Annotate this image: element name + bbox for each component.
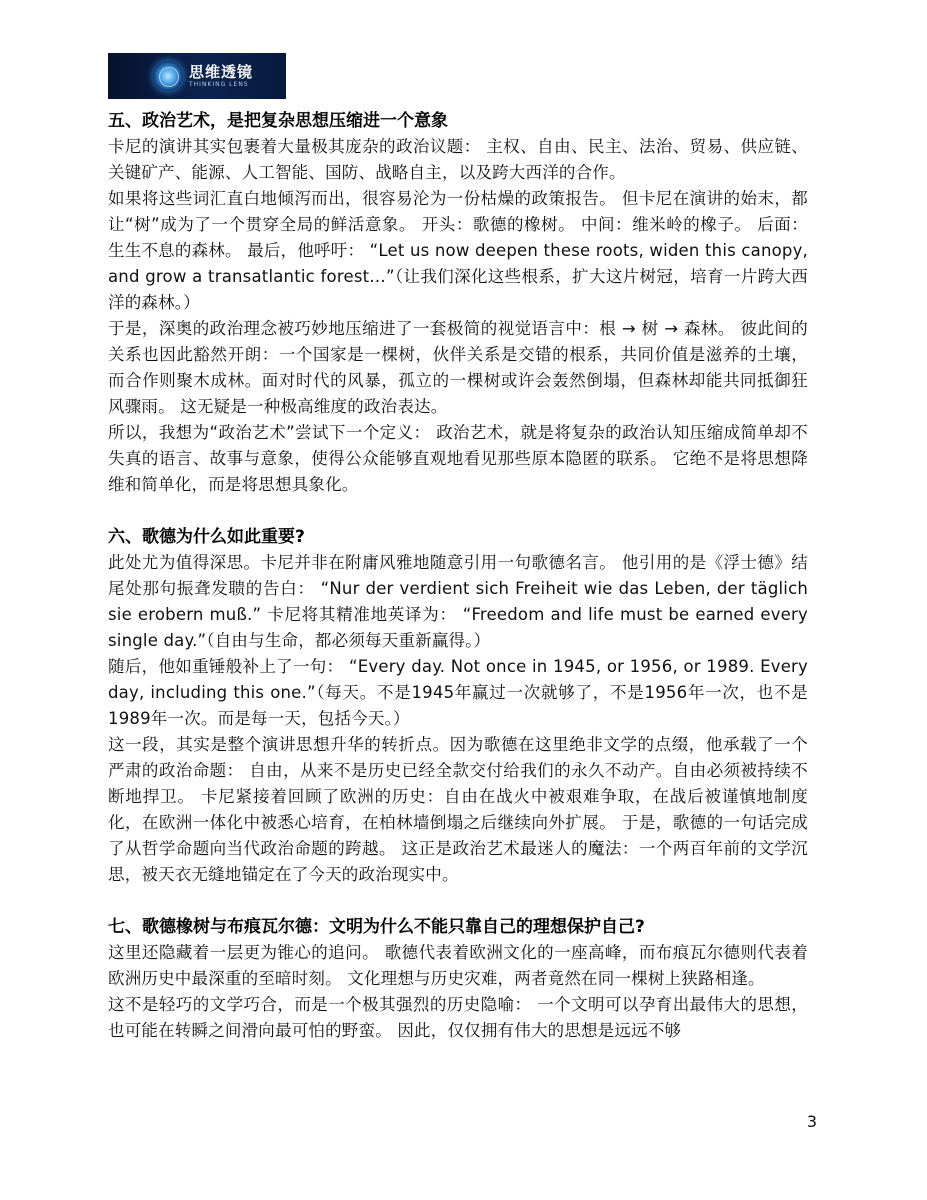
section-heading: 七、歌德橡树与布痕瓦尔德：文明为什么不能只靠自己的理想保护自己?: [108, 917, 645, 937]
section-6: [108, 524, 808, 888]
brand-logo: [108, 53, 286, 99]
paragraph: 此处尤为值得深思。卡尼并非在附庸风雅地随意引用一句歌德名言。 他引用的是《浮士德》结尾处那句振聋发聩的告白： “Nur der verdient sich Freiheit wie das Leben, der täglich sie erobern muß.” 卡尼将其精准地英译为： “Freedom and life must be earned every single day.”（自由与生命，都必须每天重新赢得。）: [108, 553, 808, 650]
section-5: [108, 108, 808, 498]
section-7: [108, 914, 808, 1044]
paragraph: 所以，我想为“政治艺术”尝试下一个定义： 政治艺术，就是将复杂的政治认知压缩成简单却不失真的语言、故事与意象，使得公众能够直观地看见那些原本隐匿的联系。 它绝不是将思想降维和简单化，而是将思想具象化。: [108, 423, 808, 494]
document-body: [108, 108, 808, 1070]
section-heading: 六、歌德为什么如此重要?: [108, 527, 305, 547]
logo-english-name: THINKING LENS: [189, 80, 249, 88]
paragraph: 随后，他如重锤般补上了一句： “Every day. Not once in 1945, or 1956, or 1989. Every day, including this one.”（每天。不是1945年赢过一次就够了，不是1956年一次，也不是1989年一次。而是每一天，包括今天。）: [108, 657, 808, 728]
logo-chinese-name: 思维透镜: [189, 62, 254, 81]
page-number: 3: [806, 1112, 817, 1131]
paragraph: 于是，深奥的政治理念被巧妙地压缩进了一套极简的视觉语言中：根 → 树 → 森林。 彼此间的关系也因此豁然开朗：一个国家是一棵树，伙伴关系是交错的根系，共同价值是滋养的土壤，而合作则聚木成林。面对时代的风暴，孤立的一棵树或许会轰然倒塌，但森林却能共同抵御狂风骤雨。 这无疑是一种极高维度的政治表达。: [108, 319, 808, 416]
paragraph: 这里还隐藏着一层更为锥心的追问。 歌德代表着欧洲文化的一座高峰，而布痕瓦尔德则代表着欧洲历史中最深重的至暗时刻。 文化理想与历史灾难，两者竟然在同一棵树上狭路相逢。: [108, 943, 808, 988]
paragraph: 卡尼的演讲其实包裹着大量极其庞杂的政治议题： 主权、自由、民主、法治、贸易、供应链、关键矿产、能源、人工智能、国防、战略自主，以及跨大西洋的合作。: [108, 137, 808, 182]
paragraph: 这一段，其实是整个演讲思想升华的转折点。因为歌德在这里绝非文学的点缀，他承载了一个严肃的政治命题： 自由，从来不是历史已经全款交付给我们的永久不动产。自由必须被持续不断地捍卫。 卡尼紧接着回顾了欧洲的历史：自由在战火中被艰难争取，在战后被谨慎地制度化，在欧洲一体化中被悉心培育，在柏林墙倒塌之后继续向外扩展。 于是，歌德的一句话完成了从哲学命题向当代政治命题的跨越。 这正是政治艺术最迷人的魔法：一个两百年前的文学沉思，被天衣无缝地锚定在了今天的政治现实中。: [108, 735, 808, 884]
logo-text: [189, 64, 253, 89]
lens-brain-icon: [153, 61, 183, 91]
section-heading: 五、政治艺术，是把复杂思想压缩进一个意象: [108, 111, 448, 131]
paragraph: 如果将这些词汇直白地倾泻而出，很容易沦为一份枯燥的政策报告。 但卡尼在演讲的始末，都让“树”成为了一个贯穿全局的鲜活意象。 开头：歌德的橡树。 中间：维米岭的橡子。 后面：生生不息的森林。 最后，他呼吁： “Let us now deepen these roots, widen this canopy, and grow a transatlantic forest…”（让我们深化这些根系，扩大这片树冠，培育一片跨大西洋的森林。）: [108, 189, 808, 312]
paragraph: 这不是轻巧的文学巧合，而是一个极其强烈的历史隐喻： 一个文明可以孕育出最伟大的思想，也可能在转瞬之间滑向最可怕的野蛮。 因此，仅仅拥有伟大的思想是远远不够: [108, 995, 808, 1040]
